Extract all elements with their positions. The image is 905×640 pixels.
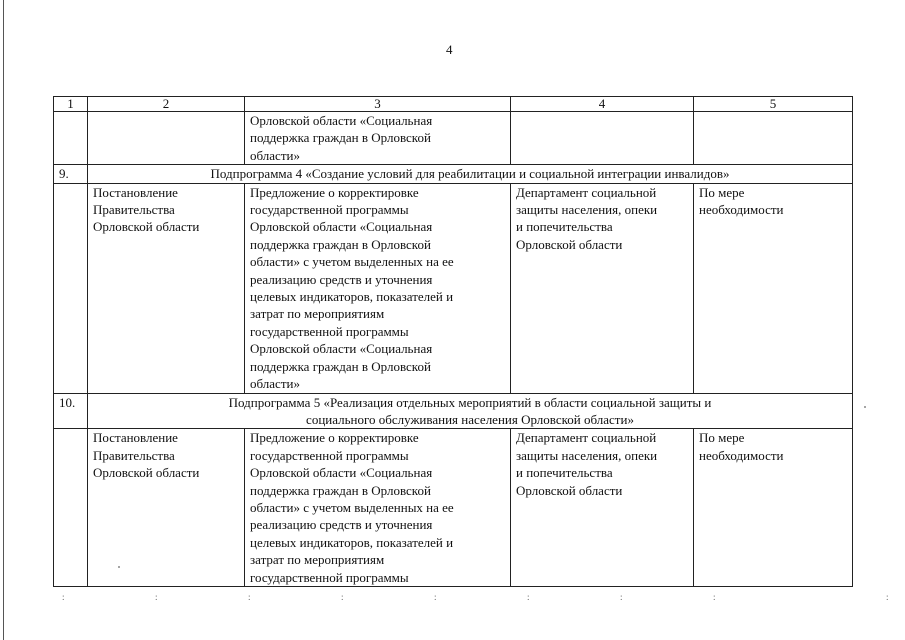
cell	[54, 112, 88, 165]
footer-mark: :	[155, 592, 158, 602]
scan-speck	[118, 566, 120, 568]
scan-speck	[864, 406, 866, 408]
continuation-description: Орловской области «Социальная поддержка граждан в Орловской области»	[245, 112, 511, 165]
section-10-document-type: Постановление Правительства Орловской области	[88, 429, 245, 587]
section-9-title-row	[54, 165, 853, 183]
continuation-row	[54, 112, 853, 165]
section-9-description: Предложение о корректировке государственной программы Орловской области «Социальная поддержка граждан в Орловской области» с учетом выделенных на ее реализацию средств и уточнения целевых индикаторов, показателей и затрат по мероприятиям государственной программы Орловской области «Социальная поддержка граждан в Орловской области»	[245, 183, 511, 393]
cell	[694, 112, 853, 165]
cell	[54, 429, 88, 587]
page-number: 4	[446, 42, 453, 57]
header-col-4: 4	[511, 97, 694, 112]
footer-mark: :	[434, 592, 437, 602]
header-col-1: 1	[54, 97, 88, 112]
section-9-document-type: Постановление Правительства Орловской области	[88, 183, 245, 393]
section-10-title-row	[54, 393, 853, 429]
footer-mark: :	[527, 592, 530, 602]
footer-mark: :	[62, 592, 65, 602]
section-10-title: Подпрограмма 5 «Реализация отдельных мероприятий в области социальной защиты и социального обслуживания населения Орловской области»	[88, 393, 853, 429]
footer-mark: :	[713, 592, 716, 602]
page-left-edge	[3, 0, 4, 640]
cell	[88, 112, 245, 165]
section-9-title: Подпрограмма 4 «Создание условий для реабилитации и социальной интеграции инвалидов»	[88, 165, 853, 183]
footer-mark: :	[886, 592, 889, 602]
section-10-deadline: По мере необходимости	[694, 429, 853, 587]
section-9-row	[54, 183, 853, 393]
footer-mark: :	[341, 592, 344, 602]
plan-table	[53, 96, 853, 587]
footer-mark: :	[248, 592, 251, 602]
cell	[511, 112, 694, 165]
section-10-responsible: Департамент социальной защиты населения, опеки и попечительства Орловской области	[511, 429, 694, 587]
section-10-number: 10.	[54, 393, 88, 429]
section-10-row	[54, 429, 853, 587]
footer-mark: :	[620, 592, 623, 602]
header-col-5: 5	[694, 97, 853, 112]
header-col-2: 2	[88, 97, 245, 112]
section-9-number: 9.	[54, 165, 88, 183]
cell	[54, 183, 88, 393]
header-col-3: 3	[245, 97, 511, 112]
section-10-description: Предложение о корректировке государственной программы Орловской области «Социальная поддержка граждан в Орловской области» с учетом выделенных на ее реализацию средств и уточнения целевых индикаторов, показателей и затрат по мероприятиям государственной программы	[245, 429, 511, 587]
header-row	[54, 97, 853, 112]
section-9-deadline: По мере необходимости	[694, 183, 853, 393]
section-9-responsible: Департамент социальной защиты населения, опеки и попечительства Орловской области	[511, 183, 694, 393]
footer-marks	[0, 592, 905, 602]
